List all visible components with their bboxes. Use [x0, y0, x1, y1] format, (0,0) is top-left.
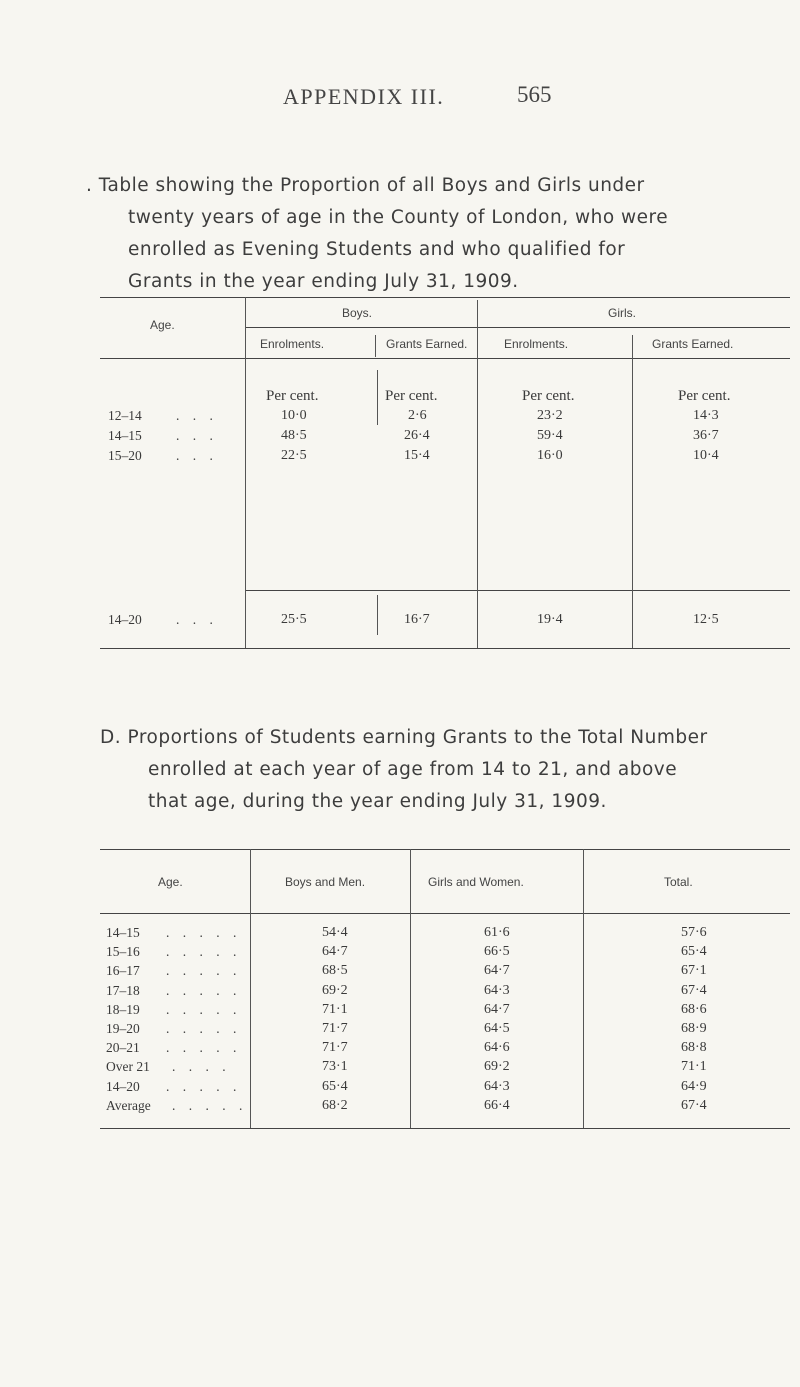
leader-dots: . . . [176, 612, 218, 627]
col-age-header: Age. [150, 318, 175, 332]
total-value: 68·6 [681, 1002, 707, 1017]
boys-grants: 15·4 [404, 448, 430, 463]
boys-men-value: 69·2 [322, 983, 348, 998]
unit-label: Per cent. [385, 388, 438, 404]
boys-grants: 26·4 [404, 428, 430, 443]
girls-women-value: 64·6 [484, 1040, 510, 1055]
table-d-top-rule [100, 849, 790, 850]
col-total-header: Total. [664, 875, 693, 889]
boys-grants: 16·7 [404, 612, 430, 627]
sub-grants-header: Grants Earned. [386, 337, 468, 351]
boys-men-value: 68·5 [322, 963, 348, 978]
leader-dots: . . . . . [166, 1021, 242, 1036]
total-value: 71·1 [681, 1059, 707, 1074]
age-range: 14–20 [108, 612, 142, 627]
table-d-vrule [583, 849, 584, 1128]
girls-enrolments: 59·4 [537, 428, 563, 443]
girls-women-value: 64·5 [484, 1021, 510, 1036]
leader-dots: . . . . . [166, 1040, 242, 1055]
girls-enrolments: 19·4 [537, 612, 563, 627]
leader-dots: . . . . . [166, 963, 242, 978]
boys-men-value: 54·4 [322, 925, 348, 940]
total-value: 65·4 [681, 944, 707, 959]
running-title: APPENDIX III. [283, 84, 445, 109]
total-value: 64·9 [681, 1079, 707, 1094]
age-range: 14–20 [106, 1079, 140, 1094]
leader-dots: . . . . . [166, 1002, 242, 1017]
unit-label: Per cent. [678, 388, 731, 404]
leader-dots: . . . [176, 448, 218, 463]
age-range: 18–19 [106, 1002, 140, 1017]
caption-line: that age, during the year ending July 31, 1909. [148, 791, 607, 812]
girls-enrolments: 23·2 [537, 408, 563, 423]
girls-grants: 10·4 [693, 448, 719, 463]
boys-men-value: 65·4 [322, 1079, 348, 1094]
boys-enrolments: 10·0 [281, 408, 307, 423]
girls-women-value: 66·4 [484, 1098, 510, 1113]
total-value: 67·4 [681, 1098, 707, 1113]
table-d-vrule [250, 849, 251, 1128]
age-range: 15–20 [108, 448, 142, 463]
leader-dots: . . . . . [166, 983, 242, 998]
total-value: 68·9 [681, 1021, 707, 1036]
boys-men-value: 71·1 [322, 1002, 348, 1017]
age-range: 14–15 [108, 428, 142, 443]
age-range: 12–14 [108, 408, 142, 423]
boys-grants: 2·6 [408, 408, 427, 423]
age-range: 19–20 [106, 1021, 140, 1036]
girls-grants: 12·5 [693, 612, 719, 627]
boys-enrolments: 25·5 [281, 612, 307, 627]
leader-dots: . . . . . [166, 925, 242, 940]
caption-line: D. Proportions of Students earning Grants to the Total Number [100, 727, 708, 748]
sub-grants-header: Grants Earned. [652, 337, 734, 351]
girls-women-value: 61·6 [484, 925, 510, 940]
girls-women-value: 66·5 [484, 944, 510, 959]
girls-enrolments: 16·0 [537, 448, 563, 463]
col-girls-women-header: Girls and Women. [428, 875, 524, 889]
caption-line: . Table showing the Proportion of all Boys and Girls under [86, 175, 645, 196]
girls-grants: 36·7 [693, 428, 719, 443]
sub-enrolments-header: Enrolments. [260, 337, 325, 351]
total-value: 68·8 [681, 1040, 707, 1055]
sub-enrolments-header: Enrolments. [504, 337, 569, 351]
age-range: 17–18 [106, 983, 140, 998]
girls-grants: 14·3 [693, 408, 719, 423]
total-value: 57·6 [681, 925, 707, 940]
total-value: 67·4 [681, 983, 707, 998]
boys-men-value: 64·7 [322, 944, 348, 959]
girls-women-value: 69·2 [484, 1059, 510, 1074]
table-d-header-rule [100, 913, 790, 914]
leader-dots: . . . [176, 408, 218, 423]
girls-women-value: 64·7 [484, 963, 510, 978]
table-d-vrule [410, 849, 411, 1128]
unit-label: Per cent. [266, 388, 319, 404]
girls-women-value: 64·3 [484, 1079, 510, 1094]
leader-dots: . . . . . [166, 1079, 242, 1094]
leader-dots: . . . [176, 428, 218, 443]
caption-line: Grants in the year ending July 31, 1909. [128, 271, 519, 292]
page-number: 565 [517, 82, 552, 107]
unit-label: Per cent. [522, 388, 575, 404]
age-range: 15–16 [106, 944, 140, 959]
caption-line: enrolled at each year of age from 14 to 21, and above [148, 759, 678, 780]
boys-enrolments: 48·5 [281, 428, 307, 443]
boys-men-value: 68·2 [322, 1098, 348, 1113]
boys-enrolments: 22·5 [281, 448, 307, 463]
leader-dots: . . . . . [166, 944, 242, 959]
age-range: Over 21 [106, 1059, 150, 1074]
girls-women-value: 64·7 [484, 1002, 510, 1017]
caption-line: enrolled as Evening Students and who qualified for [128, 239, 626, 260]
col-boys-men-header: Boys and Men. [285, 875, 366, 889]
boys-men-value: 71·7 [322, 1040, 348, 1055]
table-d-bottom-rule [100, 1128, 790, 1129]
boys-men-value: 73·1 [322, 1059, 348, 1074]
age-range: Average [106, 1098, 151, 1113]
age-range: 20–21 [106, 1040, 140, 1055]
caption-line: twenty years of age in the County of London, who were [128, 207, 669, 228]
age-range: 14–15 [106, 925, 140, 940]
total-value: 67·1 [681, 963, 707, 978]
girls-women-value: 64·3 [484, 983, 510, 998]
group-boys-header: Boys. [342, 306, 373, 320]
col-age-header: Age. [158, 875, 183, 889]
leader-dots: . . . . [172, 1059, 231, 1074]
age-range: 16–17 [106, 963, 140, 978]
boys-men-value: 71·7 [322, 1021, 348, 1036]
leader-dots: . . . . . [172, 1098, 248, 1113]
group-girls-header: Girls. [608, 306, 636, 320]
